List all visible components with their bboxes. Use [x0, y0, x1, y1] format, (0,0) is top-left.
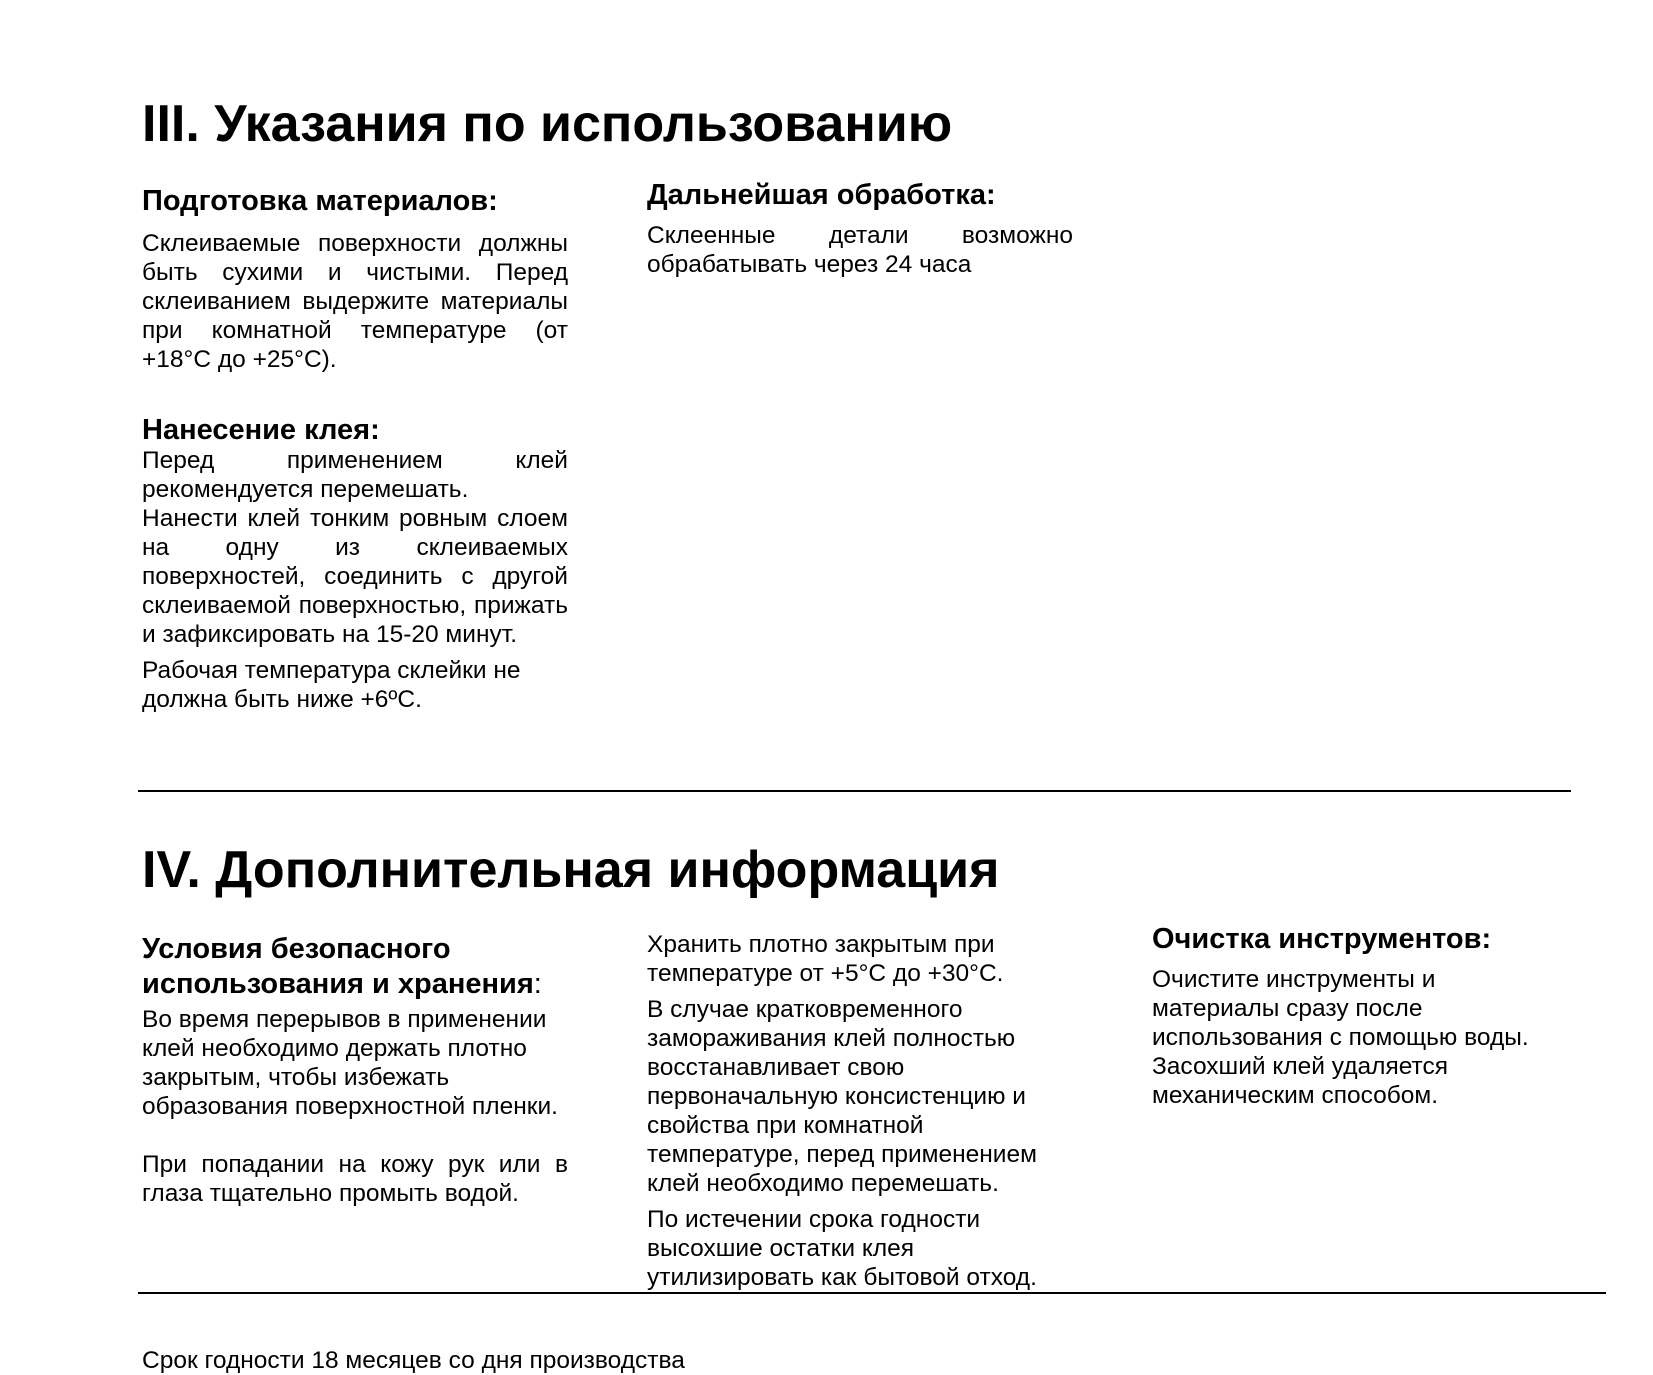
- further-text: Склеенные детали возможно обрабатывать через 24 часа: [647, 222, 1073, 278]
- storage-text-3: По истечении срока годности высохшие остатки клея утилизировать как бытовой отход.: [647, 1206, 1037, 1291]
- further-heading: Дальнейшая обработка:: [647, 179, 996, 211]
- safety-text-1: Во время перерывов в применении клей необходимо держать плотно закрытым, чтобы избежать образования поверхностной пленки.: [142, 1006, 558, 1120]
- apply-block: [142, 413, 568, 714]
- shelf-life-text: Срок годности 18 месяцев со дня производства: [142, 1347, 685, 1374]
- storage-text-2: В случае кратковременного замораживания клей полностью восстанавливает свою первоначальную консистенцию и свойства при комнатной температуре, перед применением клей необходимо перемешать.: [647, 996, 1037, 1197]
- storage-block: [647, 930, 1067, 1292]
- prep-heading: Подготовка материалов:: [142, 185, 498, 217]
- apply-heading: Нанесение клея:: [142, 414, 380, 446]
- cleaning-block: [1152, 922, 1562, 1110]
- cleaning-text: Очистите инструменты и материалы сразу после использования с помощью воды. Засохший клей удаляется механическим способом.: [1152, 966, 1529, 1109]
- apply-text-1: Перед применением клей рекомендуется перемешать.: [142, 447, 568, 503]
- prep-text: Склеиваемые поверхности должны быть сухими и чистыми. Перед склеиванием выдержите материалы при комнатной температуре (от +18°С до +25°С).: [142, 230, 568, 373]
- safety-block: [142, 932, 568, 1208]
- safety-heading: [142, 932, 562, 1002]
- storage-text-1: Хранить плотно закрытым при температуре от +5°С до +30°С.: [647, 931, 1004, 987]
- section-3-title: III. Указания по использованию: [142, 95, 953, 153]
- further-block: [647, 178, 1073, 279]
- section-4-title: IV. Дополнительная информация: [142, 841, 1000, 899]
- safety-text-2: При попадании на кожу рук или в глаза тщательно промыть водой.: [142, 1151, 568, 1207]
- safety-heading-text: Условия безопасного использования и хранения: [142, 933, 534, 1000]
- apply-text-3: Рабочая температура склейки не должна быть ниже +6ºС.: [142, 657, 521, 713]
- footer-divider: [138, 1292, 1606, 1294]
- section-divider: [138, 790, 1571, 792]
- cleaning-heading: Очистка инструментов:: [1152, 923, 1492, 955]
- apply-text-2: Нанести клей тонким ровным слоем на одну из склеиваемых поверхностей, соединить с другой склеиваемой поверхностью, прижать и зафиксировать на 15-20 минут.: [142, 505, 568, 648]
- prep-block: [142, 184, 568, 374]
- safety-heading-colon: :: [533, 968, 542, 1000]
